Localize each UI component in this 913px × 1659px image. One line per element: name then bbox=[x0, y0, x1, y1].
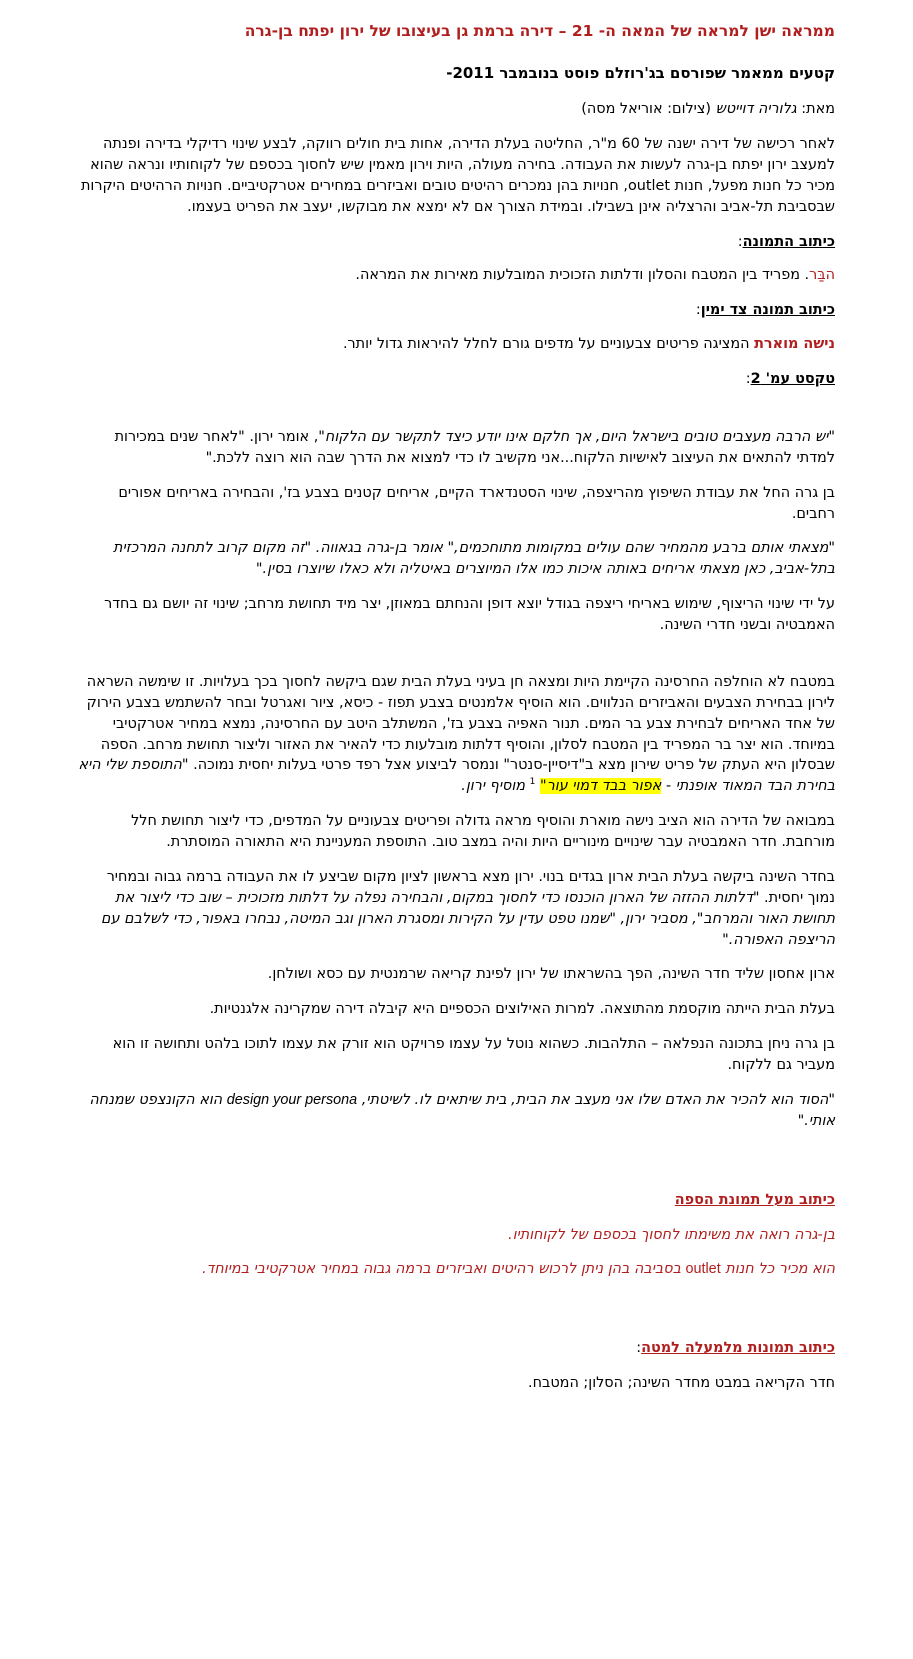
quote-1-rest: , אומר ירון. "לאחר שנים במכירות למדתי להתאים את העיצוב לאישיות הלקוח...אני מקשיב לו כדי למצוא את הדרך שבה הוא רוצה ללכת." bbox=[114, 428, 835, 466]
document-title: ממראה ישן למראה של המאה ה- 21 – דירה ברמת גן בעיצובו של ירון יפתח בן-גרה bbox=[244, 22, 835, 40]
caption-2-term: נישה מוארת bbox=[754, 336, 835, 353]
page-2-heading-colon: : bbox=[745, 371, 751, 388]
caption-1-text: . מפריד בין המטבח והסלון ודלתות הזכוכית המובלעות מאירות את המראה. bbox=[355, 267, 810, 284]
caption-2-body bbox=[78, 334, 835, 355]
quote-3-b: הוא הקונצפט שמנחה אותי." bbox=[89, 1091, 835, 1129]
bottom-caption-heading bbox=[78, 1338, 835, 1359]
paragraph-floor: בן גרה החל את עבודת השיפוץ מהריצפה, שינוי הסטנדארד הקיים, אריחים קטנים בצבע בז', והבחירה באריחים אפורים רחבים. bbox=[118, 484, 835, 522]
caption-1-body bbox=[78, 265, 835, 286]
bedroom-text: בחדר השינה ביקשה בעלת הבית ארון בגדים בנוי. ירון מצא בראשון לציון מקום שביצע לו את העבודה ברמה גבוה ובמחיר נמוך יחסית. bbox=[106, 868, 835, 906]
kitchen-highlight: אפור בבד דמוי עור" bbox=[539, 778, 662, 795]
byline-label: מאת: bbox=[801, 101, 835, 118]
quote-1-italic: "יש הרבה מעצבים טובים בישראל היום, אך חלקם אינו יודע כיצד לתקשר עם הלקוח" bbox=[318, 428, 835, 445]
paragraph-tiles: על ידי שינוי הריצוף, שימוש באריחי ריצפה בגודל יוצא דופן והנחתם במאוזן, יצר מיד תחושת מרחב; שינוי זה יושם גם בחדר האמבטיה ובשני חדרי השינה. bbox=[104, 596, 835, 634]
page-2-heading-text: טקסט עמ' 2 bbox=[750, 371, 835, 388]
caption-1-heading: כיתוב התמונה bbox=[742, 233, 835, 250]
intro-paragraph: לאחר רכישה של דירה ישנה של 60 מ"ר, החליטה בעלת הדירה, אחות בית חולים רווקה, לבצע שינוי רדיקלי בדירה ופנתה למעצב ירון יפתח בן-גרה לעשות את העבודה. בחירה מעולה, היות וירון מאמין שיש לחסוך בכספם של לקוחותיו ונראה שהוא מכיר כל חנות מפעל, חנות outlet, חנויות בהן נמכרים רהיטים טובים ואביזרים במחירים אטרקטיביים. חנויות הרהיטים היקרות שבסביבת תל-אביב והרצליה אינן בשבילו. ובמידת הצורך אם לא ימצא את מבוקשו, יעצב את הפריט בעצמו. bbox=[80, 136, 835, 215]
sofa-caption-line-2 bbox=[78, 1259, 835, 1280]
byline-author: גלוריה דוייטש bbox=[715, 101, 797, 118]
document-page bbox=[78, 0, 835, 1394]
caption-2 bbox=[78, 300, 835, 321]
quote-3 bbox=[78, 1090, 835, 1132]
quote-2: "מצאתי אותם ברבע מהמחיר שהם עולים במקומות מתוחכמים," אומר בן-גרה בגאווה. "זה מקום קרוב לתחנה המרכזית בתל-אביב, כאן מצאתי אריחים באותה איכות כמו אלו המיוצרים באיטליה ולא כאלו שיוצרו בסין." bbox=[113, 540, 835, 578]
caption-2-text: המציגה פריטים צבעוניים על מדפים גורם לחלל להיראות גדול יותר. bbox=[342, 336, 755, 353]
byline bbox=[78, 99, 835, 120]
paragraph-entrance: במבואה של הדירה הוא הציב נישה מוארת והוסיף מראה גדולה ופריטים צבעוניים על המדפים, כדי ליצור תחושת חלל מורחבת. חדר האמבטיה עבר שינויים מינוריים היות והיה במצב טוב. התוספת המעניינת היא התאורה המוסתרת. bbox=[131, 813, 835, 851]
paragraph-owner: בעלת הבית הייתה מוקסמת מהתוצאה. למרות האילוצים הכספיים היא קיבלה דירה שמקרינה אלגנטיות. bbox=[209, 1001, 835, 1018]
caption-2-colon: : bbox=[695, 302, 701, 319]
quote-3-latin: design your persona bbox=[226, 1091, 358, 1108]
paragraph-talent: בן גרה ניחן בתכונה הנפלאה – התלהבות. כשהוא נוטל על עצמו פרויקט הוא זורק את עצמו לתוכו בלהט ותחושה זו הוא מעביר גם ללקוח. bbox=[112, 1036, 835, 1074]
bottom-caption-text: חדר הקריאה במבט מחדר השינה; הסלון; המטבח. bbox=[528, 1375, 835, 1392]
paragraph-kitchen bbox=[78, 672, 835, 797]
sofa-caption-heading: כיתוב מעל תמונת הספה bbox=[674, 1191, 835, 1208]
caption-2-heading: כיתוב תמונה צד ימין bbox=[700, 302, 835, 319]
byline-photo-credit: (צילום: אוריאל מסה) bbox=[581, 101, 712, 118]
sofa-line-2-a: הוא מכיר כל חנות bbox=[720, 1261, 835, 1278]
document-subtitle: קטעים ממאמר שפורסם בג'רוזלם פוסט בנובמבר 2011- bbox=[446, 64, 835, 83]
kitchen-quote: "התוספת שלי היא בחירת הבד המאוד אופנתי - bbox=[78, 757, 835, 795]
bedroom-quote-2: "שמנו טפט עדין על הקירות ומסגרת הארון וגב המיטה, נבחרו באפור, כדי לשלבם עם הריצפה האפורה." bbox=[100, 910, 835, 948]
caption-1-term: הבַּר bbox=[809, 267, 835, 284]
sofa-line-2-c: בסביבה בהן ניתן לרכוש רהיטים ואביזרים ברמה גבוה במחיר אטרקטיבי במיוחד. bbox=[201, 1261, 686, 1278]
page-2-heading bbox=[78, 369, 835, 390]
caption-1-colon: : bbox=[737, 233, 743, 250]
paragraph-bedroom bbox=[78, 867, 835, 951]
footnote-marker: 1 bbox=[529, 777, 536, 788]
bedroom-quote-1: "דלתות ההזזה של הארון הוכנסו כדי לחסוך במקום, והבחירה נפלה על דלתות מזכוכית – שוב כדי ליצור את תחושת האור והמרחב" bbox=[114, 889, 835, 927]
bedroom-mid: , מסביר ירון, bbox=[615, 910, 697, 927]
sofa-caption-line-1: בן-גרה רואה את משימתו לחסוך בכספם של לקוחותיו. bbox=[508, 1226, 835, 1243]
kitchen-text: במטבח לא הוחלפה החרסינה הקיימת היות ומצאה חן בעיני בעלת הבית שגם ביקשה לחסוך בכך בעלויות. זו שימשה השראה לירון בבחירת הצבעים והאביזרים הנלווים. הוא הוסיף אלמנטים בצבע תפוז - כיסא, ציור ואגרטל ובחר להשתמש בצבע הירוק של אחד האריחים לבחירת צבע בר המים. תנור האפיה בצבע בז', המשתלב היטב עם החרסינה, נמצא במחיר אטרקטיבי במיוחד. הוא יצר בר המפריד בין המטבח לסלון, והוסיף דלתות מובלעות כדי להאיר את האזור וליצור תחושת מרחב. הספה שבסלון היא העתק של פריט שירון מצא ב"דיסיין-סנטר" ונמסר לביצוע אצל רפד פרטי בעלות יחסית נמוכה. bbox=[86, 673, 835, 774]
quote-1 bbox=[78, 427, 835, 469]
paragraph-closet: ארון אחסון שליד חדר השינה, הפך בהשראתו של ירון לפינת קריאה שרמנטית עם כסא ושולחן. bbox=[267, 966, 835, 983]
quote-3-a: "הסוד הוא להכיר את האדם שלו אני מעצב את הבית, בית שיתאים לו. לשיטתי, bbox=[357, 1091, 835, 1108]
caption-1 bbox=[78, 232, 835, 253]
kitchen-end: מוסיף ירון. bbox=[461, 778, 530, 795]
bottom-caption-heading-text: כיתוב תמונות מלמעלה למטה bbox=[641, 1340, 835, 1357]
sofa-line-2-outlet: outlet bbox=[685, 1261, 721, 1278]
bottom-caption-colon: : bbox=[636, 1340, 642, 1357]
